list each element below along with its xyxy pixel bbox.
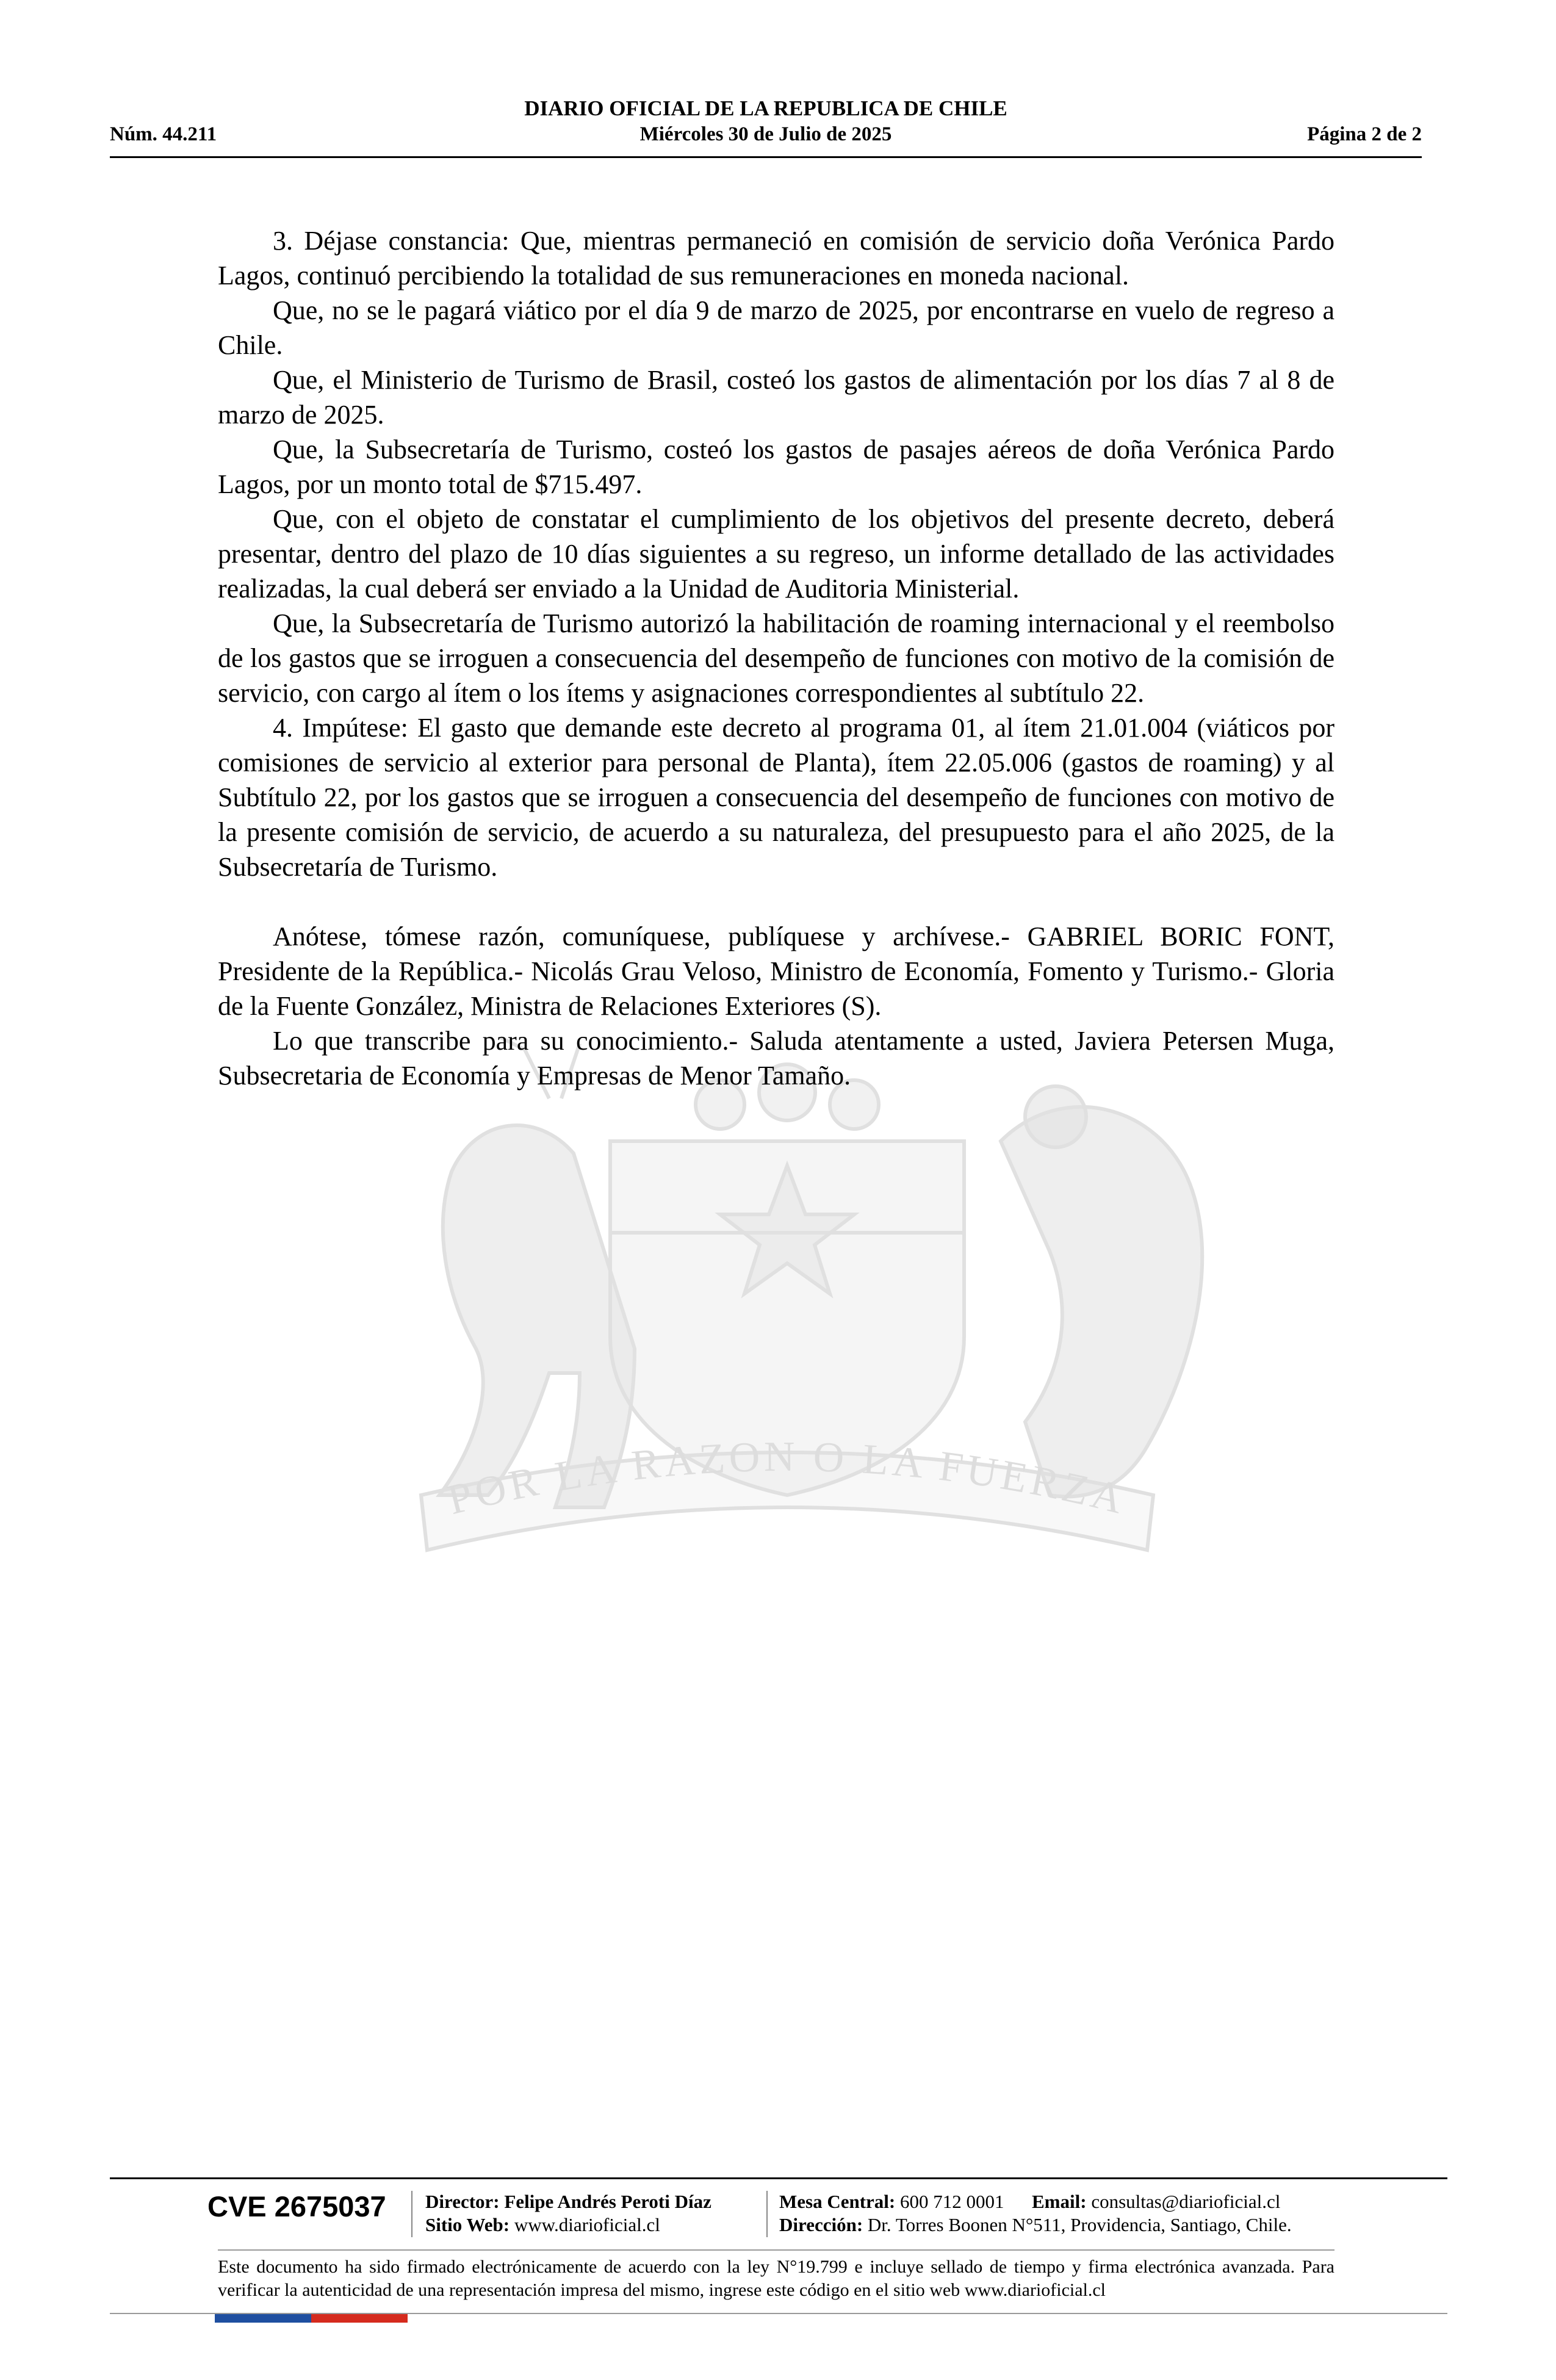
footer-divider-top: [110, 2177, 1447, 2179]
address-label: Dirección:: [779, 2214, 863, 2235]
footer-separator: [411, 2191, 412, 2237]
decree-body: [218, 223, 1334, 1093]
page-number: Página 2 de 2: [1307, 123, 1422, 145]
footer-divider-mid: [218, 2249, 1334, 2251]
site-link[interactable]: www.diarioficial.cl: [514, 2214, 660, 2235]
address-value: Dr. Torres Boonen N°511, Providencia, Santiago, Chile.: [867, 2214, 1292, 2235]
closing-paragraph: Lo que transcribe para su conocimiento.- Saluda atentamente a usted, Javiera Petersen Muga, Subsecretaria de Economía y Empresas de Menor Tamaño.: [218, 1026, 1334, 1091]
paragraph: 3. Déjase constancia: Que, mientras permaneció en comisión de servicio doña Verónica Pardo Lagos, continuó percibiendo la totalidad de sus remuneraciones en moneda nacional.: [218, 226, 1334, 290]
paragraph: Que, la Subsecretaría de Turismo, costeó los gastos de pasajes aéreos de doña Verónica Pardo Lagos, por un monto total de $715.497.: [218, 435, 1334, 499]
paragraph-spacer: [218, 884, 1334, 919]
closing-paragraph: Anótese, tómese razón, comuníquese, publíquese y archívese.- GABRIEL BORIC FONT, Presidente de la República.- Nicolás Grau Veloso, Ministro de Economía, Fomento y Turismo.- Gloria de la Fuente González, Ministra de Relaciones Exteriores (S).: [218, 921, 1334, 1021]
coat-of-arms-watermark: [293, 1031, 1281, 1617]
director-line: [425, 2190, 711, 2213]
motto-text: POR LA RAZON O LA FUERZA: [443, 1433, 1131, 1524]
header-divider: [110, 156, 1422, 158]
contact-line: [779, 2190, 1280, 2213]
issue-date: Miércoles 30 de Julio de 2025: [639, 123, 892, 145]
site-line: [425, 2213, 660, 2237]
mesa-value: 600 712 0001: [900, 2191, 1004, 2212]
issue-number: Núm. 44.211: [110, 123, 217, 145]
paragraph: 4. Impútese: El gasto que demande este decreto al programa 01, al ítem 21.01.004 (viáticos por comisiones de servicio al exterior para personal de Planta), ítem 22.05.006 (gastos de roaming) y al Subtítulo 22, por los gastos que se irroguen a consecuencia del desempeño de funciones con motivo de la presente comisión de servicio, de acuerdo a su naturaleza, del presupuesto para el año 2025, de la Subsecretaría de Turismo.: [218, 713, 1334, 882]
email-link[interactable]: consultas@diarioficial.cl: [1091, 2191, 1281, 2212]
paragraph: Que, con el objeto de constatar el cumplimiento de los objetivos del presente decreto, deberá presentar, dentro del plazo de 10 días siguientes a su regreso, un informe detallado de las actividades realizadas, la cual deberá ser enviado a la Unidad de Auditoria Ministerial.: [218, 504, 1334, 604]
paragraph: Que, la Subsecretaría de Turismo autorizó la habilitación de roaming internacional y el reembolso de los gastos que se irroguen a consecuencia del desempeño de funciones con motivo de la comisión de servicio, con cargo al ítem o los ítems y asignaciones correspondientes al subtítulo 22.: [218, 608, 1334, 708]
mesa-label: Mesa Central:: [779, 2191, 896, 2212]
publication-title: DIARIO OFICIAL DE LA REPUBLICA DE CHILE: [524, 96, 1007, 120]
site-label: Sitio Web:: [425, 2214, 510, 2235]
cve-code: CVE 2675037: [207, 2190, 386, 2223]
address-line: [779, 2213, 1292, 2237]
director-label: Director:: [425, 2191, 500, 2212]
page-header: [110, 96, 1422, 157]
legal-notice: Este documento ha sido firmado electrónicamente de acuerdo con la ley N°19.799 e incluye sellado de tiempo y firma electrónica avanzada. Para verificar la autenticidad de una representación impresa del mismo, ingrese este código en el sitio web www.diarioficial.cl: [218, 2257, 1334, 2300]
flag-color-bar: [215, 2314, 408, 2323]
flag-blue-segment: [215, 2314, 311, 2323]
email-label: Email:: [1032, 2191, 1087, 2212]
director-value: Felipe Andrés Peroti Díaz: [504, 2191, 711, 2212]
paragraph: Que, el Ministerio de Turismo de Brasil, costeó los gastos de alimentación por los días 7 al 8 de marzo de 2025.: [218, 365, 1334, 430]
paragraph: Que, no se le pagará viático por el día 9 de marzo de 2025, por encontrarse en vuelo de regreso a Chile.: [218, 295, 1334, 360]
footer-separator: [766, 2191, 768, 2237]
flag-red-segment: [311, 2314, 408, 2323]
